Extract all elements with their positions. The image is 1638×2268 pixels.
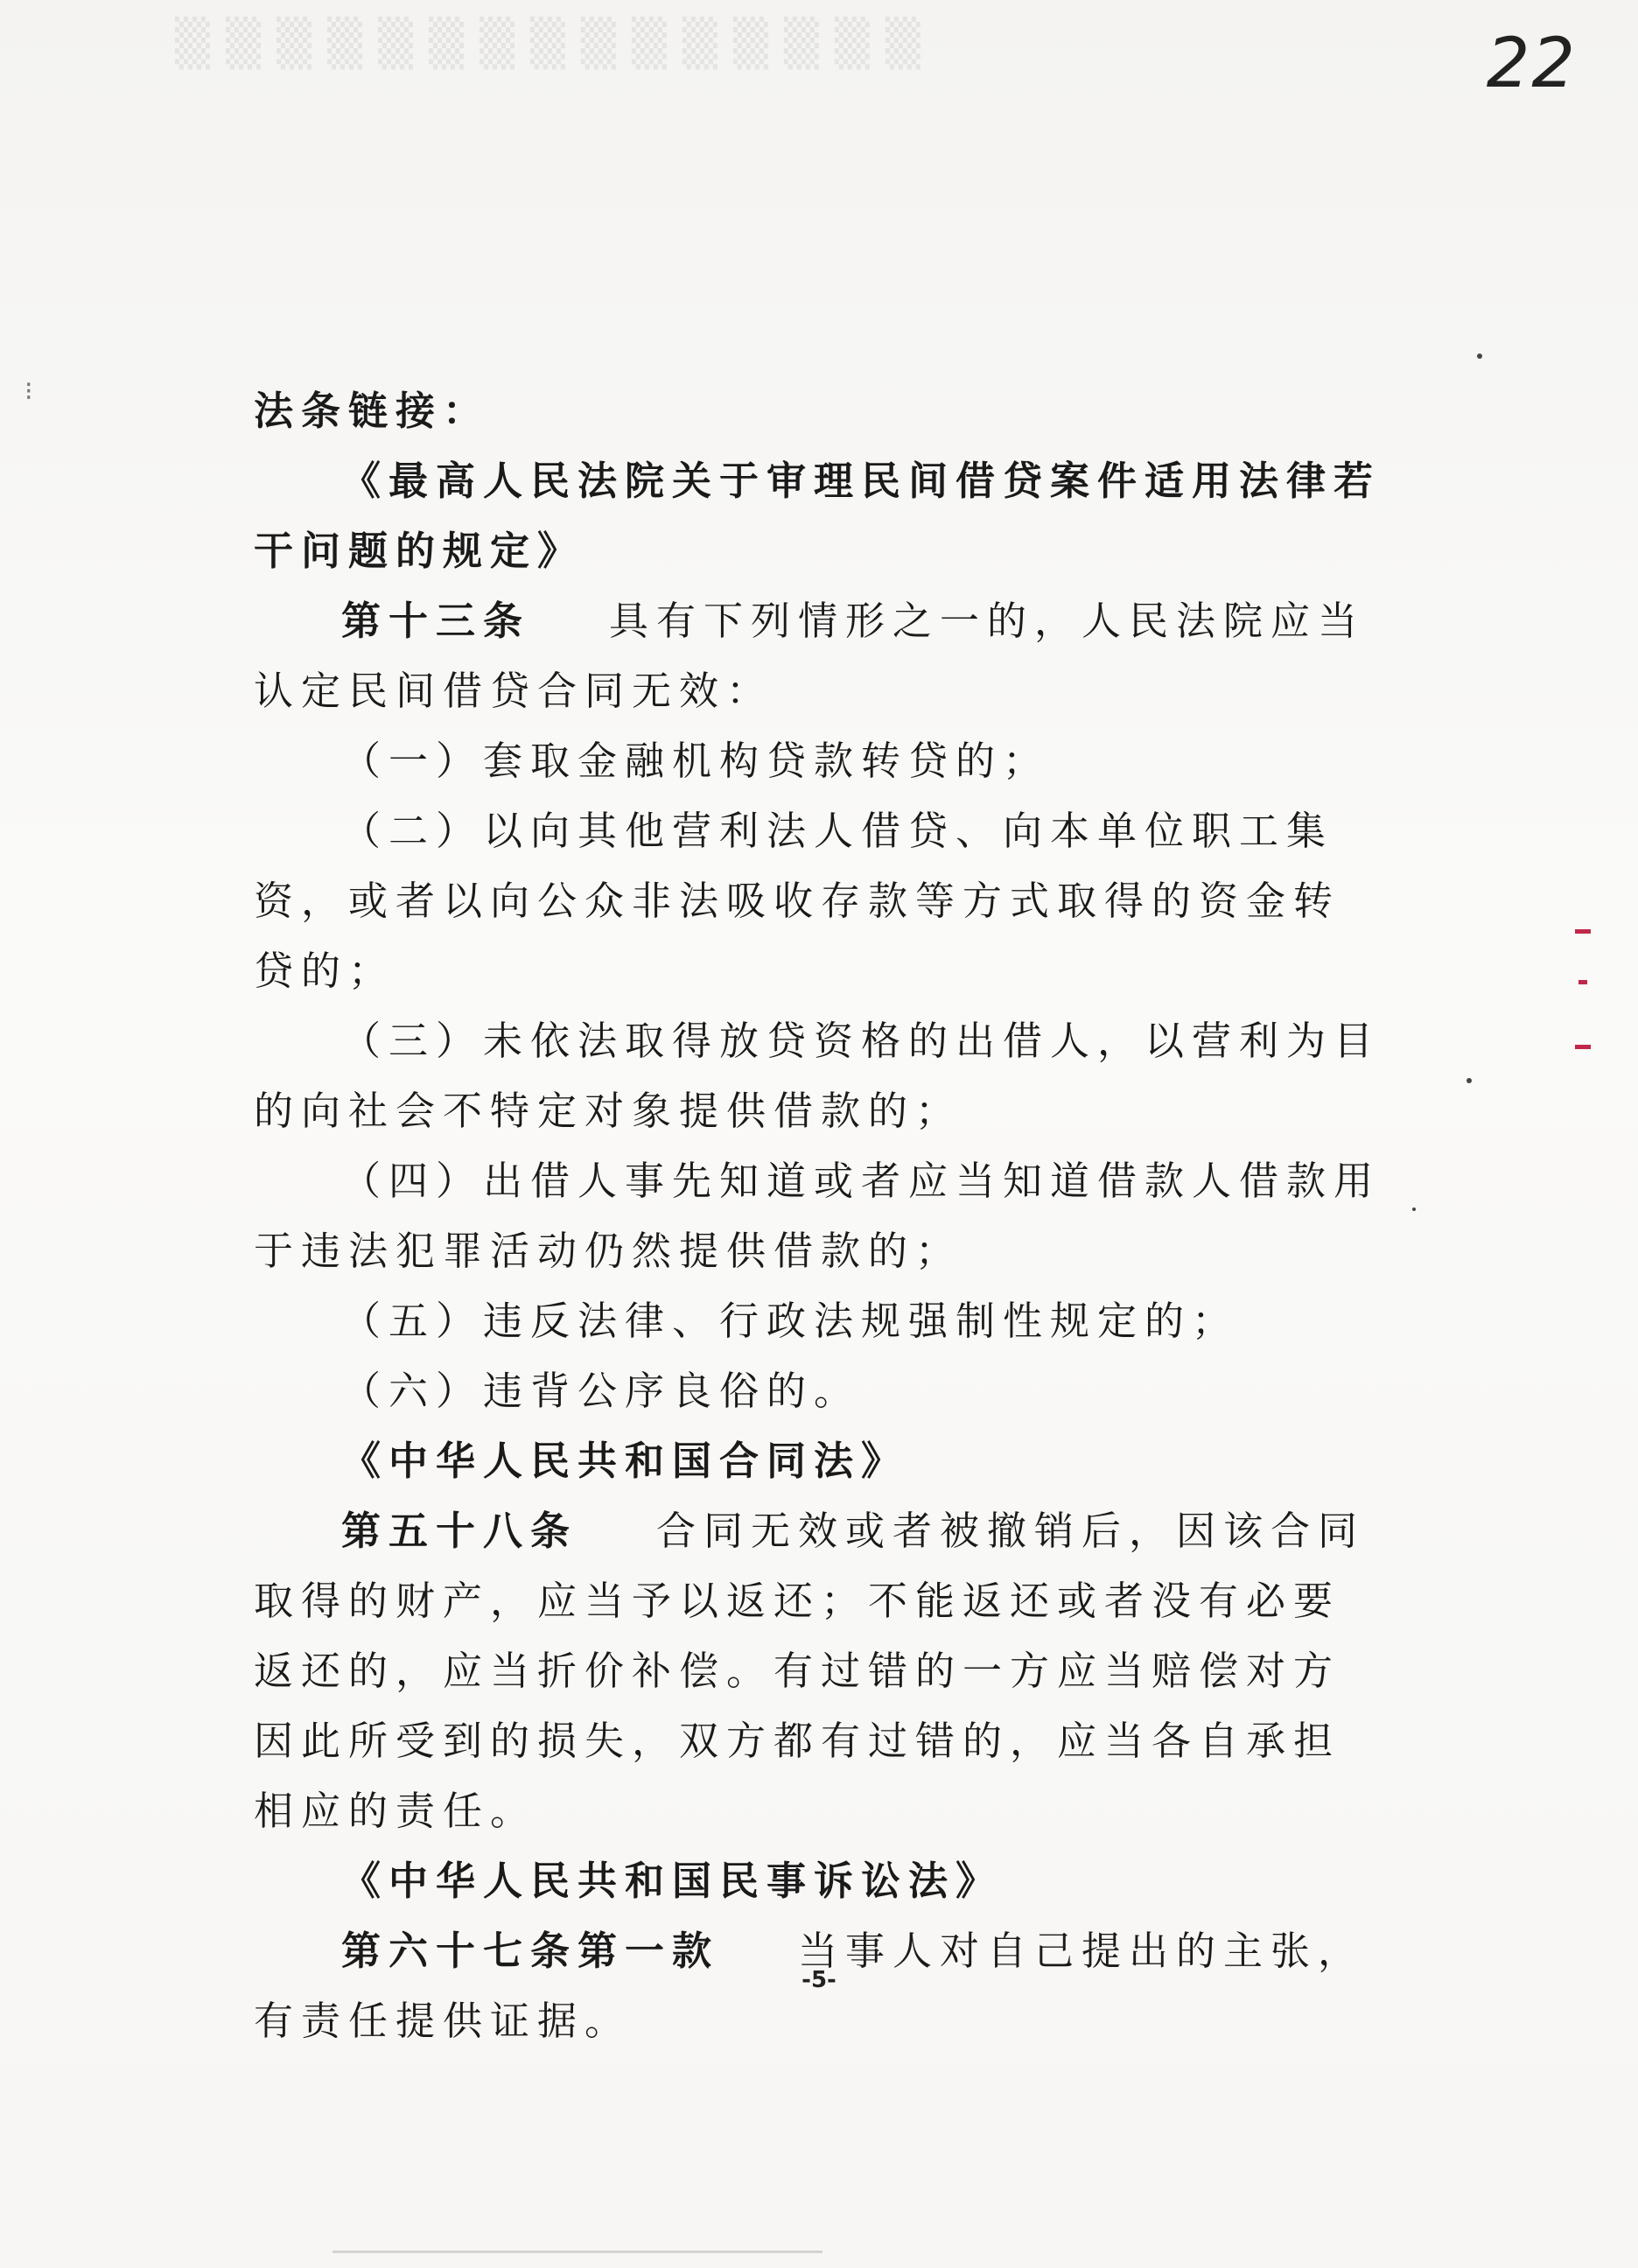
article-number: 第五十八条 (341, 1508, 578, 1554)
article-number: 第六十七条第一款 (341, 1928, 720, 1974)
scan-bottom-edge (332, 2250, 822, 2253)
article-number: 第十三条 (341, 598, 531, 644)
scan-speck (1477, 354, 1482, 359)
article-text: 合同无效或者被撤销后，因该合同取得的财产，应当予以返还；不能返还或者没有必要返还的，应当折价补偿。有过错的一方应当赔偿对方因此所受到的损失，双方都有过错的，应当各自承担相应的责任。 (254, 1508, 1366, 1834)
article-text: 当事人对自己提出的主张，有责任提供证据。 (254, 1928, 1366, 2044)
seal-edge-mark (1575, 929, 1591, 1052)
article-paragraph (254, 1496, 1382, 1846)
list-item: （六）违背公序良俗的。 (341, 1368, 862, 1414)
list-item: （三）未依法取得放贷资格的出借人，以营利为目的向社会不特定对象提供借款的； (254, 1018, 1382, 1134)
law-title: 《最高人民法院关于审理民间借贷案件适用法律若干问题的规定》 (254, 458, 1382, 574)
list-item: （五）违反法律、行政法规强制性规定的； (341, 1298, 1240, 1344)
article-paragraph (254, 586, 1382, 726)
article-text: 具有下列情形之一的，人民法院应当认定民间借贷合同无效： (254, 598, 1366, 714)
binding-hole-mark: ⁝ (24, 376, 33, 407)
list-item: （二）以向其他营利法人借贷、向本单位职工集资，或者以向公众非法吸收存款等方式取得的资金转贷的； (254, 808, 1341, 994)
list-item: （四）出借人事先知道或者应当知道借款人借款用于违法犯罪活动仍然提供借款的； (254, 1158, 1382, 1274)
section-heading: 法条链接： (254, 388, 491, 434)
scan-speck (1466, 1078, 1472, 1083)
handwritten-page-ref: 22 (1486, 24, 1577, 103)
scan-speck (1412, 1208, 1416, 1211)
document-body (254, 376, 1382, 2056)
page-number: -5- (802, 1967, 836, 1993)
law-title: 《中华人民共和国民事诉讼法》 (341, 1858, 1004, 1904)
law-title: 《中华人民共和国合同法》 (341, 1438, 909, 1484)
bleed-through-text: ▒▒▒▒▒▒▒▒▒▒▒▒▒▒▒ (175, 18, 936, 70)
list-item: （一）套取金融机构贷款转贷的； (341, 738, 1051, 784)
